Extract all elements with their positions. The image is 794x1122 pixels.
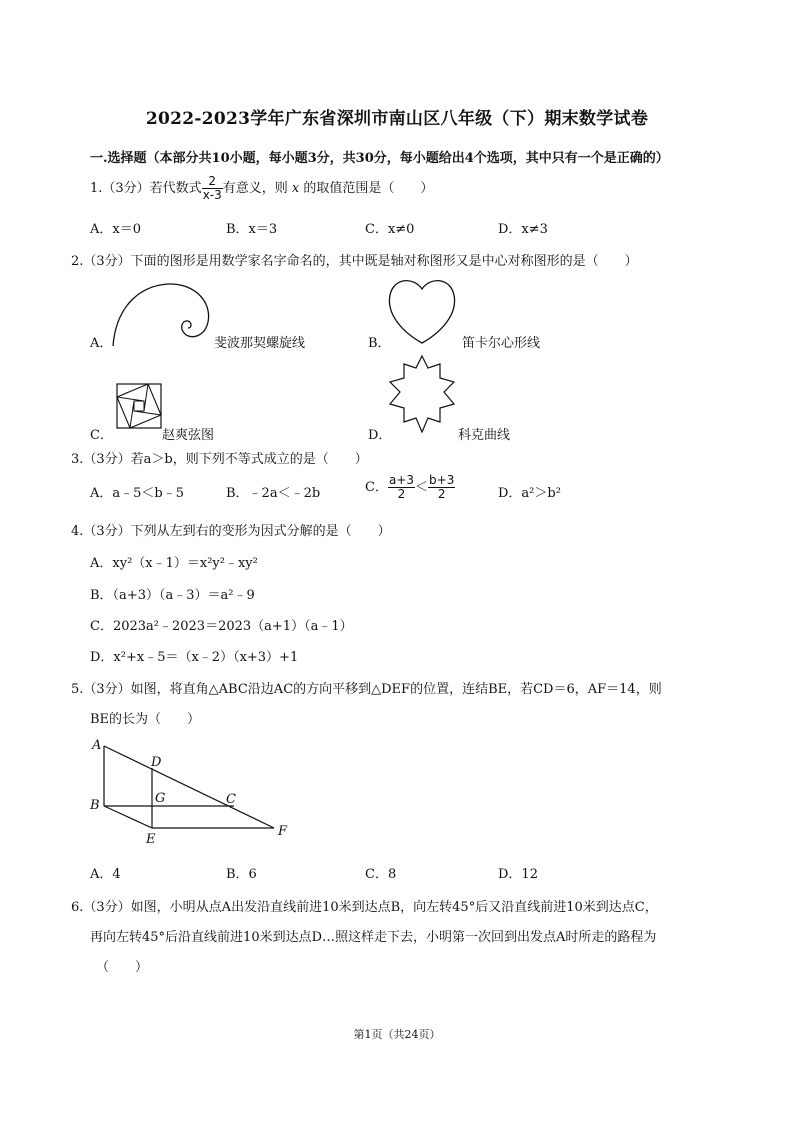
q1-fraction (202, 175, 223, 202)
q5-option-c: C．8 (365, 867, 397, 882)
question-4-stem: 4.（3分）下列从左到右的变形为因式分解的是（ ） (71, 524, 391, 539)
q1-text-post: 有意义，则 (222, 181, 288, 196)
koch-curve-figure (386, 354, 458, 434)
q1-fraction-numerator: 2 (202, 175, 223, 189)
question-2-stem: 2.（3分）下面的图形是用数学家名字命名的，其中既是轴对称图形又是中心对称图形的是（ ） (71, 254, 638, 269)
q2-option-d-letter: D． (368, 428, 392, 443)
point-a-label: A (92, 738, 102, 753)
question-6-line-2: 再向左转45°后沿直线前进10米到达点D…照这样走下去，小明第一次回到出发点A时所走的路程为 (90, 930, 657, 945)
q1-option-c: C．x≠0 (365, 222, 415, 237)
q4-option-d: D．x²+x﹣5＝（x﹣2）（x+3）+1 (90, 650, 299, 665)
q1-option-b: B．x＝3 (226, 222, 278, 237)
point-d-label: D (151, 755, 162, 770)
q3-fraction-left-numerator: a+3 (388, 473, 414, 487)
q3-fraction-left-denominator: 2 (397, 487, 406, 501)
point-e-label: E (146, 832, 156, 847)
question-5-line-1: 5.（3分）如图，将直角△ABC沿边AC的方向平移到△DEF的位置，连结BE，若CD＝6，AF＝14，则 (71, 682, 662, 697)
page-title: 2022-2023学年广东省深圳市南山区八年级（下）期末数学试卷 (145, 109, 649, 129)
q2-option-d-name: 科克曲线 (458, 428, 511, 443)
q1-option-d: D．x≠3 (498, 222, 548, 237)
q1-text-post2: 的取值范围是（ ） (303, 181, 434, 196)
q3-option-c-fraction-right (428, 474, 455, 501)
q5-option-b: B．6 (226, 867, 257, 882)
q3-option-c-fraction-left (388, 474, 415, 501)
q3-option-a: A．a﹣5＜b﹣5 (90, 486, 185, 501)
point-b-label: B (90, 798, 100, 813)
q2-option-c-name: 赵爽弦图 (162, 428, 215, 443)
q3-fraction-right-numerator: b+3 (429, 473, 455, 487)
fibonacci-spiral-figure (108, 278, 218, 350)
q2-option-a-letter: A． (90, 336, 113, 351)
q3-fraction-right-denominator: 2 (437, 487, 446, 501)
q5-option-a: A．4 (90, 867, 121, 882)
question-6-line-1: 6.（3分）如图，小明从点A出发沿直线前进10米到达点B，向左转45°后又沿直线前进10米到达点C， (71, 900, 658, 915)
q2-option-b-letter: B． (368, 336, 391, 351)
q4-option-a: A．xy²（x﹣1）＝x²y²﹣xy² (90, 556, 258, 571)
section-heading: 一.选择题（本部分共10小题，每小题3分，共30分，每小题给出4个选项，其中只有一个是正确的） (90, 151, 669, 166)
q1-option-a: A．x＝0 (90, 222, 141, 237)
page-footer: 第1页（共24页） (353, 1028, 441, 1041)
q2-option-c-letter: C． (90, 428, 113, 443)
q2-option-b-name: 笛卡尔心形线 (462, 336, 541, 351)
q1-text-pre: 1.（3分）若代数式 (90, 181, 202, 196)
q2-option-a-name: 斐波那契螺旋线 (214, 336, 306, 351)
q4-option-b: B．（a+3）（a﹣3）＝a²﹣9 (90, 588, 255, 603)
q3-option-c-letter: C． (365, 480, 388, 495)
point-f-label: F (278, 824, 288, 839)
q5-option-d: D．12 (498, 867, 538, 882)
question-6-line-3: （ ） (96, 960, 149, 975)
point-g-label: G (155, 791, 166, 806)
q3-option-c-sign: ＜ (415, 480, 429, 495)
question-5-line-2: BE的长为（ ） (90, 712, 201, 727)
q3-option-c (365, 474, 455, 501)
question-1-stem (90, 175, 433, 202)
point-c-label: C (226, 792, 236, 807)
q1-fraction-denominator: x-3 (202, 188, 222, 202)
q4-option-c: C．2023a²﹣2023＝2023（a+1）（a﹣1） (90, 619, 353, 634)
q3-option-d: D．a²＞b² (498, 486, 561, 501)
cardioid-figure (386, 275, 458, 347)
q1-variable: x (291, 181, 300, 196)
question-3-stem: 3.（3分）若a＞b，则下列不等式成立的是（ ） (71, 452, 368, 467)
q3-option-b: B．﹣2a＜﹣2b (226, 486, 321, 501)
triangle-translation-figure (86, 736, 296, 852)
zhao-shuang-diagram-figure (116, 383, 162, 429)
